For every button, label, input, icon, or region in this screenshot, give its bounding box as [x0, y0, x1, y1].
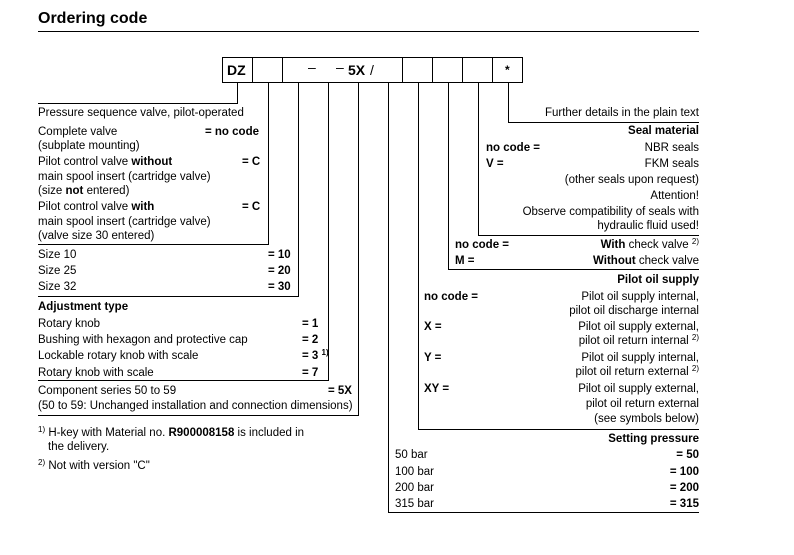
box-size [253, 57, 283, 83]
adjustment-label: Bushing with hexagon and protective cap [38, 334, 248, 346]
series-code: = 5X [328, 385, 352, 397]
leader-dz [237, 83, 238, 103]
pilot-x-line2 [579, 334, 699, 348]
check-with [601, 238, 699, 252]
pilot-without-text: Pilot control valve [38, 156, 132, 168]
leader-details-h [508, 122, 699, 123]
seal-nbr-code: no code = [486, 142, 540, 154]
seal-attention: Attention! [650, 190, 699, 202]
box-dz-label: DZ [227, 62, 246, 78]
pilot-xy-code: XY = [424, 383, 450, 395]
leader-type-h [38, 244, 269, 245]
pressure-code: = 200 [669, 482, 699, 494]
pilot-x-line1: Pilot oil supply external, [578, 321, 699, 333]
check-with-code: no code = [455, 239, 509, 251]
box-dash-2: – [336, 59, 344, 75]
footnote-ref: 1) [321, 348, 329, 357]
further-details: Further details in the plain text [544, 107, 699, 119]
pilot-without-code: = C [242, 156, 261, 168]
pilot-with-code: = C [242, 201, 261, 213]
seal-heading: Seal material [628, 125, 699, 137]
leader-size [298, 83, 299, 296]
pilot-with-label [38, 200, 154, 214]
pilot-xy-line3: (see symbols below) [594, 413, 699, 425]
check-without-bold: Without [593, 255, 636, 267]
pilot-heading: Pilot oil supply [617, 274, 699, 286]
pilot-nc-line1: Pilot oil supply internal, [581, 291, 699, 303]
pressure-label: 50 bar [395, 449, 428, 461]
adjustment-code: = 2 [302, 334, 319, 346]
adjustment-code: = 1 [302, 318, 319, 330]
pilot-without-bold: without [131, 156, 173, 168]
setting-heading: Setting pressure [608, 433, 699, 445]
footnote-2-text: Not with version "C" [48, 460, 150, 472]
leader-pressure [388, 83, 389, 512]
pilot-without-l3-b: not [65, 185, 84, 197]
footnote-ref: 2) [691, 333, 699, 342]
pilot-x-code: X = [424, 321, 442, 333]
complete-valve-label: Complete valve [38, 126, 118, 138]
pilot-y-line2 [576, 365, 699, 379]
complete-valve-note: (subplate mounting) [38, 140, 140, 152]
leader-adjust-h [38, 380, 329, 381]
adjustment-heading: Adjustment type [38, 301, 129, 313]
footnote-1-text-end: is included in [234, 427, 305, 439]
leader-pilot-h [418, 429, 699, 430]
box-pressure [403, 57, 433, 83]
pilot-y-line1: Pilot oil supply internal, [581, 352, 699, 364]
pilot-without-l3-c: entered) [83, 185, 130, 197]
leader-check-h [448, 269, 699, 270]
check-without-code: M = [455, 255, 475, 267]
pilot-without-l3-a: (size [38, 185, 66, 197]
leader-check [448, 83, 449, 269]
adjustment-code-value: = 3 [302, 350, 319, 362]
pressure-label: 315 bar [395, 498, 435, 510]
pressure-code: = 100 [669, 466, 699, 478]
pilot-y-line2-text: pilot oil return external [575, 366, 689, 378]
seal-fkm-code: V = [486, 158, 504, 170]
adjustment-label: Lockable rotary knob with scale [38, 350, 199, 362]
leader-dz-h [38, 103, 238, 104]
size-code: = 30 [268, 281, 291, 293]
check-without [593, 254, 699, 268]
series-label: Component series 50 to 59 [38, 385, 177, 397]
valve-type-heading: Pressure sequence valve, pilot-operated [38, 107, 244, 119]
leader-adjust [328, 83, 329, 380]
pilot-without-line3 [38, 184, 129, 198]
seal-fkm: FKM seals [644, 158, 699, 170]
seal-nbr: NBR seals [644, 142, 699, 154]
footnote-ref: 2) [691, 364, 699, 373]
size-code: = 10 [268, 249, 291, 261]
leader-seal [478, 83, 479, 235]
footnote-ref: 2) [691, 237, 699, 246]
box-star: * [505, 63, 510, 77]
size-label: Size 10 [38, 249, 77, 261]
pilot-with-line3: (valve size 30 entered) [38, 230, 155, 242]
pressure-code: = 50 [676, 449, 699, 461]
seal-observe: Observe compatibility of seals with [522, 206, 699, 218]
leader-seal-h [478, 235, 699, 236]
seal-other: (other seals upon request) [564, 174, 699, 186]
footnote-1-material: R900008158 [168, 427, 235, 439]
box-series-label: 5X [348, 62, 366, 78]
leader-pilot [418, 83, 419, 429]
leader-pressure-h [388, 512, 699, 513]
pilot-x-line2-text: pilot oil return internal [578, 335, 689, 347]
footnote-1 [38, 426, 304, 440]
pressure-label: 100 bar [395, 466, 435, 478]
adjustment-code: = 7 [302, 367, 319, 379]
size-label: Size 32 [38, 281, 77, 293]
leader-series-h [38, 415, 359, 416]
pressure-code: = 315 [669, 498, 699, 510]
check-with-text: check valve [625, 239, 689, 251]
box-check [463, 57, 493, 83]
pilot-with-line2: main spool insert (cartridge valve) [38, 216, 211, 228]
title-rule [38, 31, 699, 32]
footnote-2 [38, 459, 150, 473]
box-dash-1: – [308, 59, 316, 75]
check-without-text: check valve [635, 255, 699, 267]
pilot-with-bold: with [131, 201, 155, 213]
footnote-1-line2: the delivery. [48, 441, 110, 453]
pilot-nc-line2: pilot oil discharge internal [569, 305, 699, 317]
seal-fluid: hydraulic fluid used! [597, 220, 699, 232]
pressure-label: 200 bar [395, 482, 435, 494]
pilot-xy-line2: pilot oil return external [585, 398, 699, 410]
leader-series [358, 83, 359, 415]
pilot-nc-code: no code = [424, 291, 478, 303]
leader-size-h [38, 296, 299, 297]
size-code: = 20 [268, 265, 291, 277]
pilot-with-text: Pilot control valve [38, 201, 132, 213]
leader-type [268, 83, 269, 244]
adjustment-label: Rotary knob [38, 318, 101, 330]
pilot-y-code: Y = [424, 352, 442, 364]
pilot-without-line2: main spool insert (cartridge valve) [38, 171, 211, 183]
pilot-without-label [38, 155, 172, 169]
complete-valve-code: = no code [205, 126, 259, 138]
series-note: (50 to 59: Unchanged installation and connection dimensions) [38, 400, 353, 412]
footnote-2-mark: 2) [38, 458, 46, 467]
footnote-1-text: H-key with Material no. [48, 427, 169, 439]
check-with-bold: With [600, 239, 626, 251]
leader-details [508, 83, 509, 122]
page-title: Ordering code [38, 10, 148, 27]
box-pilot [433, 57, 463, 83]
adjustment-code [302, 349, 329, 363]
footnote-1-mark: 1) [38, 425, 46, 434]
adjustment-label: Rotary knob with scale [38, 367, 154, 379]
pilot-xy-line1: Pilot oil supply external, [578, 383, 699, 395]
box-slash: / [370, 62, 374, 78]
size-label: Size 25 [38, 265, 77, 277]
